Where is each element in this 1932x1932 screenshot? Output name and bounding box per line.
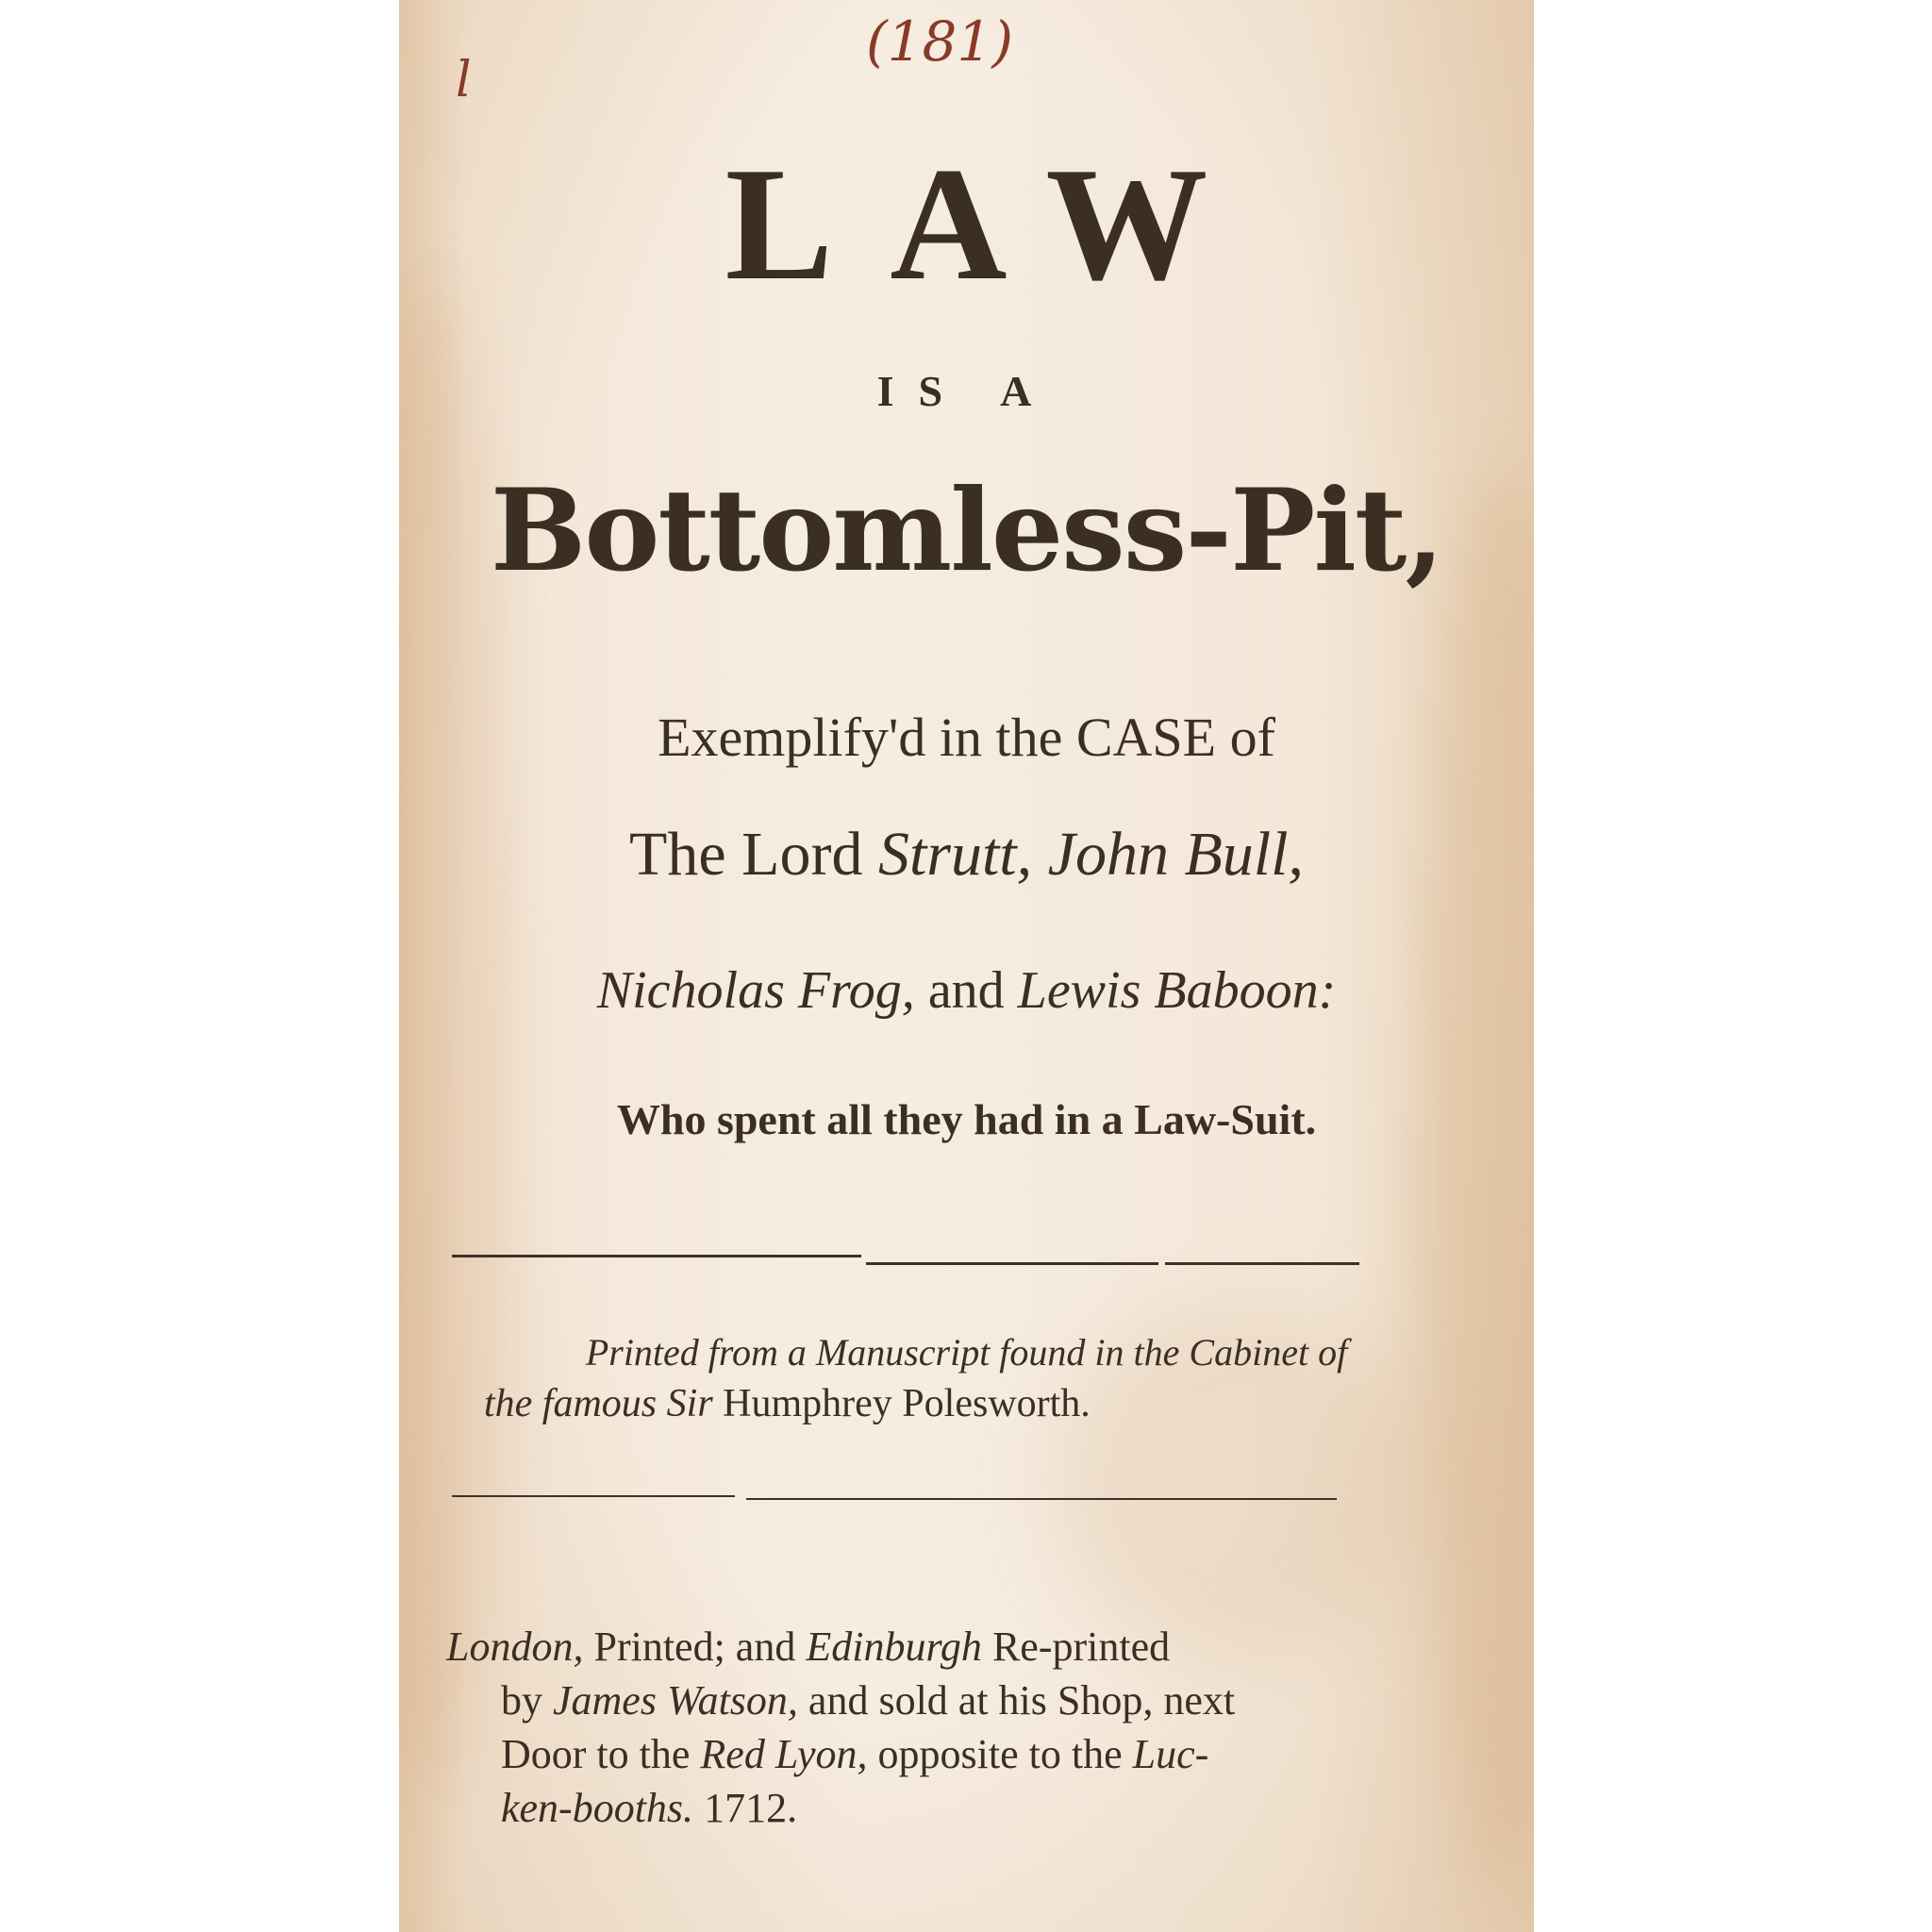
divider-rule-1b xyxy=(866,1262,1158,1265)
subtitle-line-2 xyxy=(399,819,1534,891)
title-law: LAW xyxy=(724,135,1265,314)
manuscript-number-mark: (181) xyxy=(866,9,1013,74)
title-is-a: IS A xyxy=(876,367,1057,415)
manuscript-folio-mark: l xyxy=(456,52,472,108)
subtitle-and: and xyxy=(914,961,1018,1020)
title-page xyxy=(399,0,1534,1932)
name-nicholas-frog: Nicholas Frog, xyxy=(596,961,915,1020)
subtitle-line-1: Exemplify'd in the CASE of xyxy=(658,707,1275,768)
divider-rule-2a xyxy=(452,1495,735,1497)
name-lewis-baboon: Lewis Baboon: xyxy=(1017,961,1337,1020)
subtitle-line-3 xyxy=(399,960,1534,1021)
provenance-line-2 xyxy=(484,1381,1427,1426)
subtitle-line-2-italic: Strutt, John Bull, xyxy=(877,820,1304,889)
provenance-roman: Humphrey Polesworth. xyxy=(723,1382,1091,1425)
provenance-line-1: Printed from a Manuscript found in the Cabinet of xyxy=(585,1331,1348,1374)
imprint-line-1: London, Printed; and Edinburgh Re-printed xyxy=(446,1624,1171,1670)
divider-rule-1a xyxy=(452,1255,861,1257)
subtitle-line-2-roman: The Lord xyxy=(629,820,878,889)
provenance-italic: the famous Sir xyxy=(484,1382,724,1425)
divider-rule-2b xyxy=(746,1498,1337,1500)
divider-rule-1c xyxy=(1165,1262,1359,1265)
imprint-line-2: by James Watson, and sold at his Shop, next xyxy=(501,1677,1236,1724)
subtitle-line-4: Who spent all they had in a Law-Suit. xyxy=(616,1095,1317,1143)
title-bottomless-pit: Bottomless-Pit, xyxy=(490,464,1443,597)
imprint-line-4: ken-booths. 1712. xyxy=(501,1785,798,1831)
imprint xyxy=(446,1620,1503,1835)
imprint-line-3: Door to the Red Lyon, opposite to the Luc- xyxy=(501,1731,1209,1777)
